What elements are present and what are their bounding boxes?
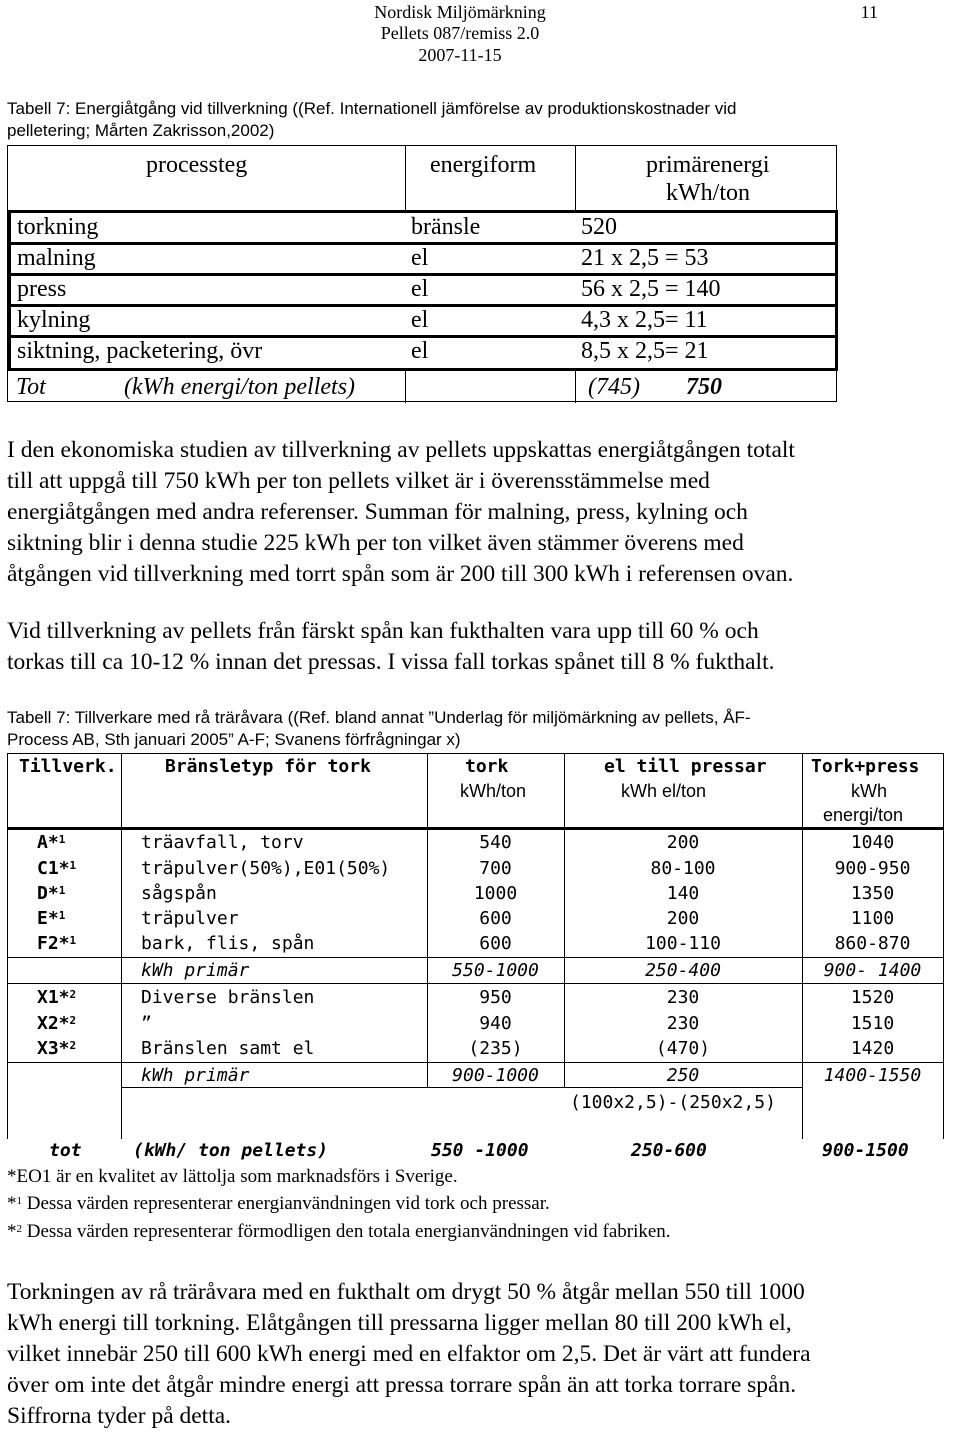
paragraph-line: vilket innebär 250 till 600 kWh energi med en elfaktor om 2,5. Det är värt att fundera	[7, 1341, 811, 1367]
table2-border-right	[943, 753, 944, 1139]
row-maker	[37, 882, 65, 906]
table-row	[11, 275, 835, 307]
row-total: 900- 1400	[823, 960, 922, 981]
table-row	[11, 337, 835, 369]
paragraph-line: I den ekonomiska studien av tillverkning av pellets uppskattas energiåtgången totalt	[7, 437, 795, 463]
paragraph-line: torkas till ca 10-12 % innan det pressas. I vissa fall torkas spånet till 8 % fukthalt.	[7, 649, 775, 675]
header-document-id: Pellets 087/remiss 2.0	[380, 23, 540, 43]
row-form: el	[411, 338, 429, 364]
table2-column-divider	[121, 753, 122, 1139]
table2-header-tork-unit: kWh/ton	[460, 781, 527, 801]
row-maker	[37, 907, 65, 931]
total-label: Tot	[16, 374, 46, 400]
row-step: press	[17, 276, 67, 302]
table2-header-tork: tork	[465, 756, 509, 777]
row-total: 860-870	[834, 933, 911, 954]
maker-footnote-ref: 1	[58, 833, 66, 846]
table2-border-left	[7, 753, 8, 1139]
footnote-mark: *	[7, 1193, 17, 1214]
row-total: 1400-1550	[823, 1065, 922, 1086]
paragraph-line: över om inte det åtgår mindre energi att pressa torrare spån än att torka torrare spån.	[7, 1372, 797, 1398]
paragraph-line: kWh energi till torkning. Elåtgången till pressarna ligger mellan 80 till 200 kWh el,	[7, 1310, 792, 1336]
footnote-mark: *	[7, 1221, 17, 1242]
row-tork: 540	[479, 832, 512, 853]
row-el: 230	[666, 1013, 700, 1034]
row-maker	[37, 1037, 76, 1061]
row-value: 56 x 2,5 = 140	[581, 276, 721, 302]
row-tork: 940	[479, 1013, 512, 1034]
header-organization: Nordisk Miljömärkning	[374, 2, 546, 22]
table-row	[11, 306, 835, 338]
footnote-text: Dessa värden representerar förmodligen den totala energianvändningen vid fabriken.	[22, 1221, 671, 1242]
table2-divider	[7, 957, 944, 958]
table1-caption-line1: Tabell 7: Energiåtgång vid tillverkning ((Ref. Internationell jämförelse av produktionskostnader vid	[7, 99, 737, 118]
row-el: 140	[666, 883, 700, 904]
row-el: 200	[666, 832, 700, 853]
row-fuel: sågspån	[141, 883, 217, 904]
row-maker	[37, 932, 76, 956]
paragraph-line: åtgången vid tillverkning med torrt spån som är 200 till 300 kWh i referensen ovan.	[7, 561, 794, 587]
row-fuel: Diverse bränslen	[141, 987, 315, 1008]
row-tork: 600	[479, 908, 512, 929]
paragraph-line: till att uppgå till 750 kWh per ton pellets vilket är i överensstämmelse med	[7, 468, 710, 494]
row-form: bränsle	[411, 214, 481, 240]
row-el: (470)	[655, 1038, 711, 1059]
manufacturer-table	[7, 753, 944, 1166]
row-tork: 900-1000	[452, 1065, 539, 1086]
header-date: 2007-11-15	[418, 45, 502, 65]
row-el: 250-400	[645, 960, 721, 981]
row-maker	[37, 1012, 76, 1036]
table1-header	[8, 146, 836, 210]
row-total: 1520	[850, 987, 895, 1008]
row-total: 1350	[850, 883, 895, 904]
table2-caption-line1: Tabell 7: Tillverkare med rå träråvara ((Ref. bland annat ”Underlag för miljömärkning av pellets, ÅF-	[7, 708, 751, 727]
table2-header-tillverk: Tillverk.	[19, 756, 117, 777]
row-step: torkning	[17, 214, 99, 240]
maker-code: C1*	[37, 858, 70, 879]
maker-code: F2*	[37, 933, 70, 954]
paragraph-drying	[7, 1277, 907, 1432]
maker-code: E*	[37, 908, 59, 929]
energy-table	[7, 145, 837, 402]
row-total: 1100	[850, 908, 895, 929]
paragraph-energy-study	[7, 435, 907, 590]
row-tork: 550-1000	[452, 960, 539, 981]
table1-header-divider	[575, 146, 576, 210]
row-fuel: bark, flis, spån	[141, 933, 315, 954]
row-el: 100-110	[645, 933, 721, 954]
footnote-superscript: 2	[16, 1223, 22, 1235]
maker-footnote-ref: 2	[69, 1039, 77, 1052]
table1-header-primarenergi: primärenergi	[646, 152, 770, 178]
row-total: 1510	[850, 1013, 895, 1034]
row-total: 1420	[850, 1038, 895, 1059]
maker-footnote-ref: 1	[58, 909, 66, 922]
row-value: 520	[581, 214, 617, 240]
table2-caption	[7, 707, 907, 751]
page-number: 11	[860, 2, 878, 22]
footnote-2	[7, 1220, 671, 1244]
table2-header-total-unit: kWh	[851, 781, 887, 801]
maker-footnote-ref: 1	[69, 934, 77, 947]
row-total: 900-950	[834, 858, 911, 879]
row-fuel: träavfall, torv	[141, 832, 304, 853]
row-step: malning	[17, 245, 96, 271]
row-fuel: ”	[141, 1013, 152, 1034]
total-unit: (kWh energi/ton pellets)	[124, 374, 356, 400]
table1-header-energiform: energiform	[430, 152, 537, 178]
maker-footnote-ref: 1	[58, 884, 66, 897]
maker-code: X1*	[37, 987, 70, 1008]
row-tork: 700	[479, 858, 512, 879]
row-fuel: kWh primär	[141, 960, 250, 981]
row-value: 21 x 2,5 = 53	[581, 245, 709, 271]
table2-header-el: el till pressar	[604, 756, 767, 777]
table-row	[11, 213, 835, 245]
table2-total-sum: 900-1500	[822, 1140, 909, 1161]
paragraph-line: Vid tillverkning av pellets från färskt spån kan fukthalten vara upp till 60 % och	[7, 618, 759, 644]
row-value: 8,5 x 2,5= 21	[581, 338, 709, 364]
maker-footnote-ref: 2	[69, 988, 77, 1001]
row-fuel: träpulver(50%),E01(50%)	[141, 858, 391, 879]
footnote-text: Dessa värden representerar energianvändningen vid tork och pressar.	[22, 1193, 550, 1214]
row-tork: 1000	[473, 883, 518, 904]
row-tork: (235)	[468, 1038, 523, 1059]
table2-divider	[7, 1062, 944, 1063]
table1-total-divider	[575, 371, 576, 403]
row-maker	[37, 831, 65, 855]
row-step: siktning, packetering, övr	[17, 338, 263, 364]
table2-header-total: Tork+press	[811, 756, 920, 777]
row-form: el	[411, 307, 429, 333]
row-maker	[37, 857, 76, 881]
footnote-1	[7, 1192, 550, 1216]
row-step: kylning	[17, 307, 91, 333]
maker-code: A*	[37, 832, 59, 853]
maker-code: X3*	[37, 1038, 70, 1059]
row-fuel: Bränslen samt el	[141, 1038, 315, 1059]
row-el: 80-100	[650, 858, 716, 879]
total-value-b: 750	[686, 374, 722, 400]
row-el: 230	[666, 987, 700, 1008]
paragraph-line: Siffrorna tyder på detta.	[7, 1403, 232, 1429]
table2-border-top	[7, 753, 944, 754]
row-el: 250	[666, 1065, 700, 1086]
row-tork: 600	[479, 933, 512, 954]
table2-header-el-unit: kWh el/ton	[621, 781, 707, 801]
table2-total-unit: (kWh/ ton pellets)	[133, 1140, 329, 1161]
row-fuel: träpulver	[141, 908, 239, 929]
row-total: 1040	[850, 832, 895, 853]
table2-caption-line2: Process AB, Sth januari 2005” A-F; Svanens förfrågningar x)	[7, 730, 461, 749]
total-value-a: (745)	[588, 374, 640, 400]
paragraph-line: Torkningen av rå träråvara med en fukthalt om drygt 50 % åtgår mellan 550 till 1000	[7, 1279, 805, 1305]
page-header	[0, 0, 960, 72]
table2-total-label: tot	[49, 1140, 82, 1161]
table1-header-unit: kWh/ton	[666, 180, 750, 206]
table2-header-divider	[7, 827, 944, 830]
footnote-superscript: 1	[16, 1195, 22, 1207]
maker-code: D*	[37, 883, 59, 904]
table1-header-processteg: processteg	[146, 152, 248, 178]
row-maker	[37, 986, 76, 1010]
paragraph-moisture	[7, 616, 907, 678]
table2-note: (100x2,5)-(250x2,5)	[570, 1092, 776, 1113]
table1-header-divider	[405, 146, 406, 210]
table1-total-row	[8, 371, 836, 403]
table1-caption	[7, 98, 887, 142]
row-el: 200	[666, 908, 700, 929]
row-tork: 950	[479, 987, 512, 1008]
table1-total-divider	[405, 371, 406, 403]
maker-footnote-ref: 1	[69, 859, 77, 872]
maker-code: X2*	[37, 1013, 70, 1034]
paragraph-line: siktning blir i denna studie 225 kWh per ton vilket även stämmer överens med	[7, 530, 744, 556]
table1-body	[8, 210, 838, 371]
row-form: el	[411, 276, 429, 302]
footnote-eo1: *EO1 är en kvalitet av lättolja som marknadsförs i Sverige.	[7, 1166, 458, 1187]
row-fuel: kWh primär	[141, 1065, 250, 1086]
table2-total-tork: 550 -1000	[431, 1140, 529, 1161]
maker-footnote-ref: 2	[69, 1014, 77, 1027]
table2-divider	[7, 983, 944, 984]
table2-total-el: 250-600	[631, 1140, 707, 1161]
table2-header-total-unit2: energi/ton	[823, 805, 904, 825]
row-form: el	[411, 245, 429, 271]
table1-caption-line2: pelletering; Mårten Zakrisson,2002)	[7, 121, 275, 140]
row-value: 4,3 x 2,5= 11	[581, 307, 708, 333]
table-row	[11, 244, 835, 276]
paragraph-line: energiåtgången med andra referenser. Summan för malning, press, kylning och	[7, 499, 748, 525]
table2-header-bransletyp: Bränsletyp för tork	[165, 756, 371, 777]
